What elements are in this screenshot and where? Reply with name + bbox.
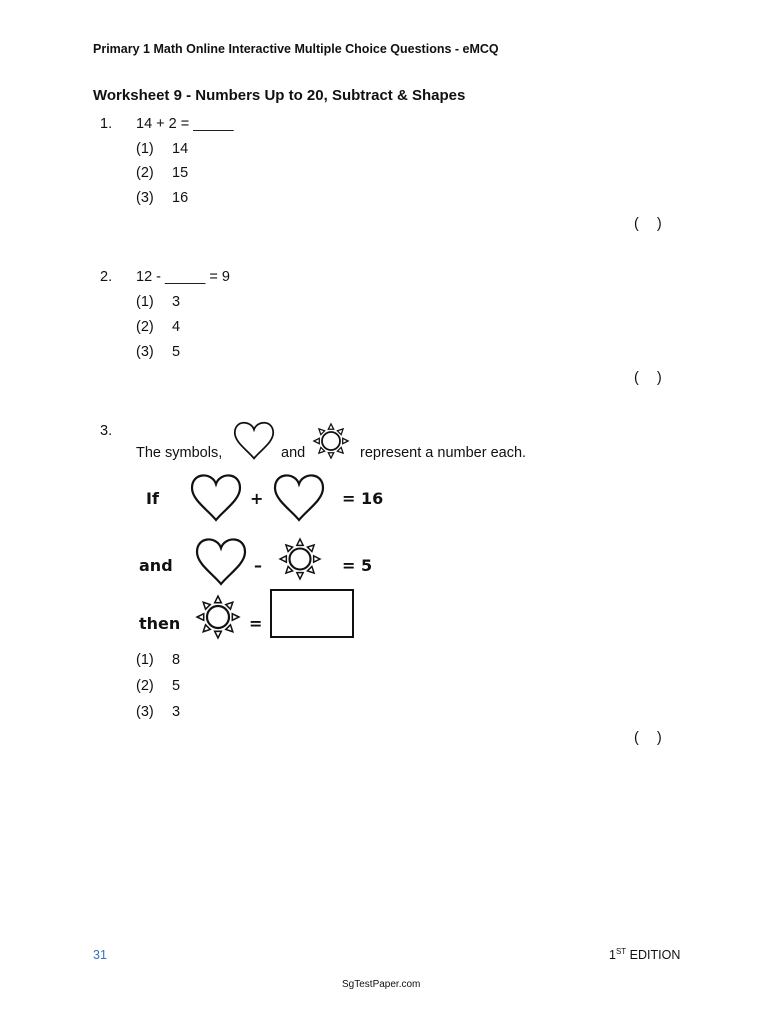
bracket-open: ( [634, 730, 639, 746]
equation-lead: If [146, 489, 159, 508]
heart-icon [272, 472, 326, 522]
equation-operator: – [254, 556, 262, 575]
option-value: 15 [172, 165, 189, 181]
bracket-close: ) [656, 370, 662, 386]
option-value: 5 [172, 344, 181, 360]
sun-icon [279, 538, 321, 580]
bracket-close: ) [656, 216, 662, 232]
question-stem-part: represent a number each. [360, 445, 527, 461]
bracket-open: ( [634, 216, 639, 232]
page-number: 31 [93, 948, 107, 962]
option-value: 3 [172, 704, 181, 720]
edition-number: 1 [609, 948, 616, 962]
equation-lead: and [139, 556, 173, 575]
question-stem-part: The symbols, [136, 445, 223, 461]
option-label: (2) [136, 165, 154, 181]
edition-superscript: ST [615, 947, 627, 956]
bracket-open: ( [634, 370, 639, 386]
edition-label [609, 947, 680, 962]
option-value: 3 [172, 294, 181, 310]
question-number: 2. [100, 269, 113, 285]
option-value: 5 [172, 678, 181, 694]
site-name: SgTestPaper.com [342, 979, 421, 990]
worksheet-title: Worksheet 9 - Numbers Up to 20, Subtract & Shapes [93, 87, 466, 104]
equation-result: = 16 [342, 489, 384, 508]
sun-icon [313, 423, 349, 459]
equation-lead: then [139, 614, 181, 633]
question-number: 1. [100, 116, 113, 132]
answer-bracket[interactable] [634, 370, 662, 386]
equation-result: = [249, 614, 263, 633]
edition-word: EDITION [629, 948, 681, 962]
sun-icon [196, 595, 240, 639]
answer-bracket[interactable] [634, 216, 662, 232]
heart-icon [194, 536, 248, 586]
question-number: 3. [100, 423, 113, 439]
question-stem-part: and [281, 445, 306, 461]
option-label: (1) [136, 652, 154, 668]
option-label: (2) [136, 678, 154, 694]
heart-icon [189, 472, 243, 522]
option-label: (3) [136, 704, 154, 720]
option-label: (2) [136, 319, 154, 335]
option-label: (1) [136, 294, 154, 310]
option-label: (1) [136, 141, 154, 157]
option-value: 16 [172, 190, 189, 206]
heart-icon [232, 420, 276, 460]
question-stem: 12 - _____ = 9 [136, 269, 230, 285]
option-value: 8 [172, 652, 181, 668]
answer-box[interactable] [270, 589, 354, 638]
option-value: 4 [172, 319, 181, 335]
equation-result: = 5 [342, 556, 373, 575]
option-value: 14 [172, 141, 189, 157]
bracket-close: ) [656, 730, 662, 746]
option-label: (3) [136, 190, 154, 206]
answer-bracket[interactable] [634, 730, 662, 746]
option-label: (3) [136, 344, 154, 360]
question-stem: 14 + 2 = _____ [136, 116, 234, 132]
document-header: Primary 1 Math Online Interactive Multiple Choice Questions - eMCQ [93, 42, 499, 56]
equation-operator: + [250, 489, 264, 508]
